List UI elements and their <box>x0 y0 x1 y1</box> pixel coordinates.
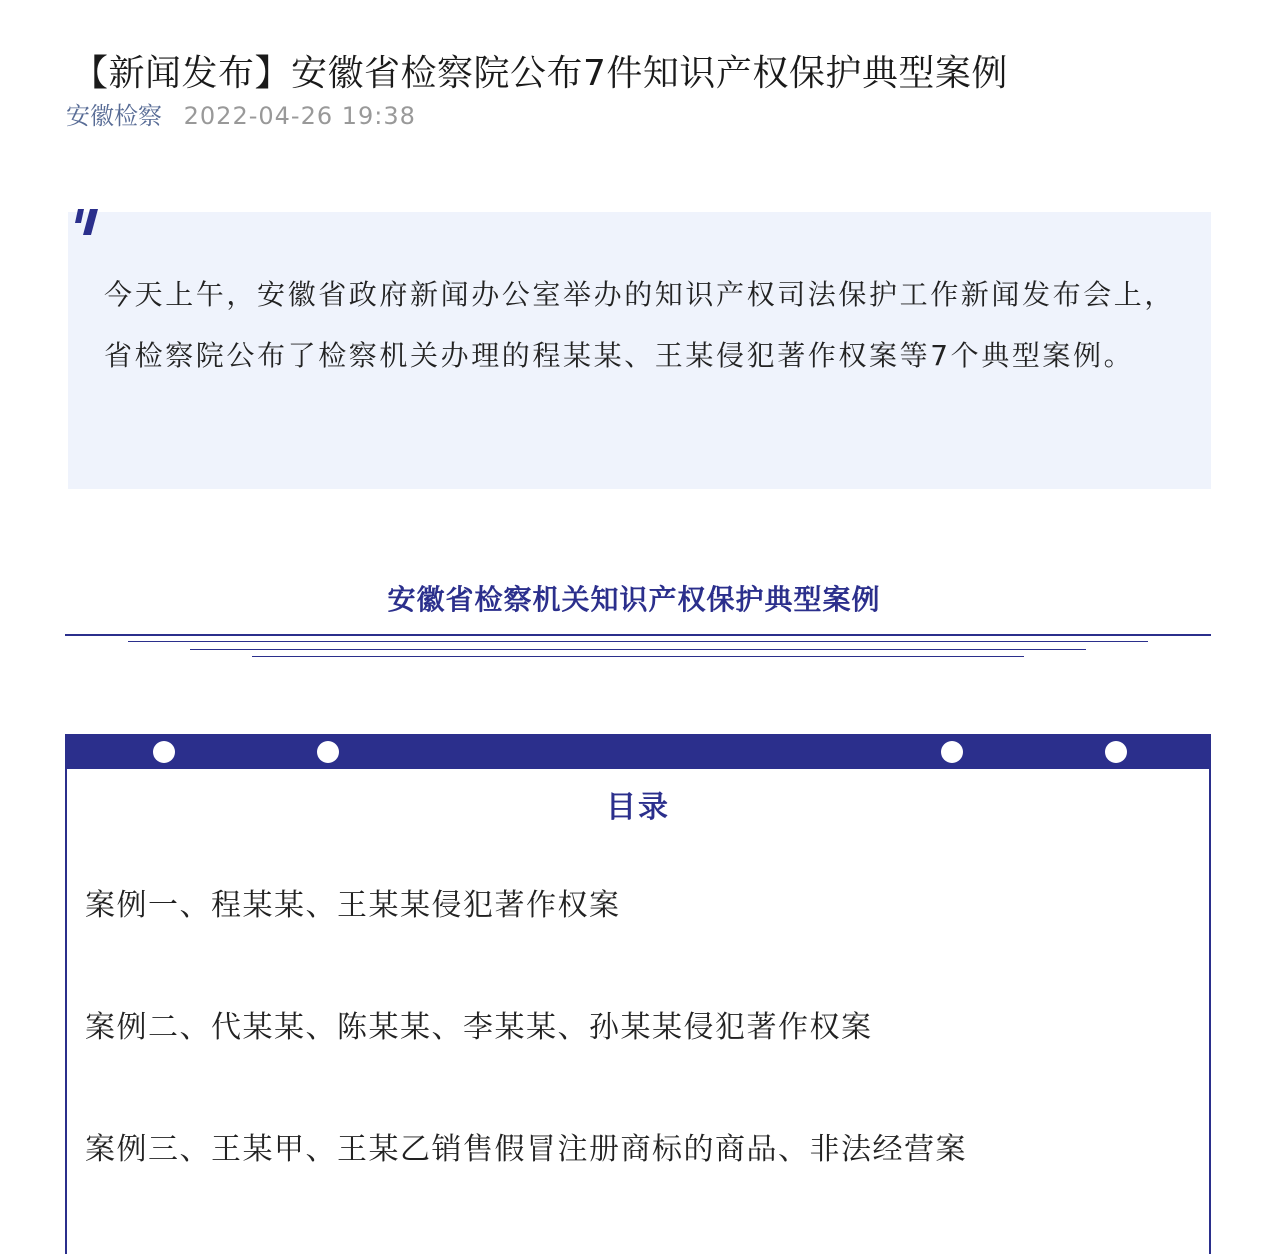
toc-card <box>65 734 1211 1254</box>
title-divider-3 <box>190 649 1086 650</box>
intro-text: 今天上午，安徽省政府新闻办公室举办的知识产权司法保护工作新闻发布会上，省检察院公布了检察机关办理的程某某、王某侵犯著作权案等7个典型案例。 <box>104 278 1176 372</box>
publish-time: 2022-04-26 19:38 <box>183 102 416 130</box>
toc-item-case-3[interactable]: 案例三、王某甲、王某乙销售假冒注册商标的商品、非法经营案 <box>85 1132 967 1167</box>
binder-ring-icon <box>941 741 963 763</box>
article-title: 【新闻发布】安徽省检察院公布7件知识产权保护典型案例 <box>72 53 1008 95</box>
title-divider-1 <box>65 634 1211 636</box>
toc-item-case-1[interactable]: 案例一、程某某、王某某侵犯著作权案 <box>85 888 621 923</box>
title-divider-4 <box>252 656 1024 657</box>
binder-ring-icon <box>1105 741 1127 763</box>
section-title: 安徽省检察机关知识产权保护典型案例 <box>387 583 881 616</box>
toc-item-case-2[interactable]: 案例二、代某某、陈某某、李某某、孙某某侵犯著作权案 <box>85 1010 873 1045</box>
quote-mark-icon <box>74 205 104 239</box>
binder-ring-icon <box>153 741 175 763</box>
toc-heading: 目录 <box>606 790 670 825</box>
source-account-link[interactable]: 安徽检察 <box>66 102 162 130</box>
toc-header-bar <box>67 734 1209 769</box>
article-meta <box>66 100 416 132</box>
binder-ring-icon <box>317 741 339 763</box>
title-divider-2 <box>128 641 1148 642</box>
